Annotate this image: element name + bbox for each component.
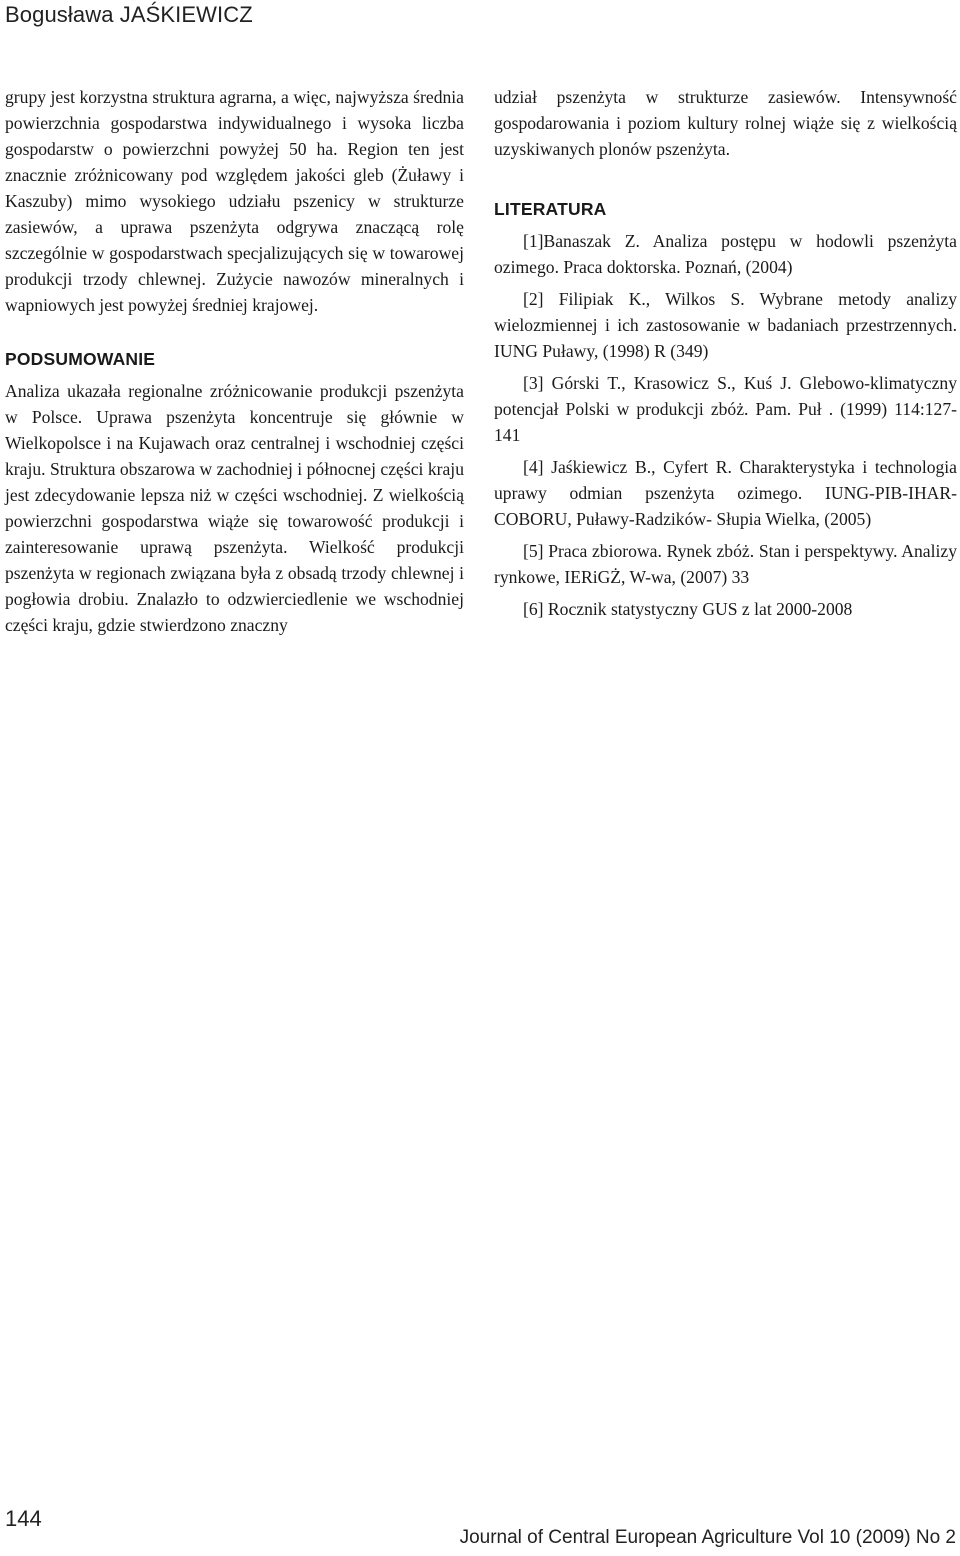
reference-item: [3] Górski T., Krasowicz S., Kuś J. Glebowo-klimatyczny potencjał Polski w produkcji zbóż. Pam. Puł . (1999) 114:127-141 [494,373,957,445]
page-number: 144 [5,1506,42,1531]
summary-paragraph: Analiza ukazała regionalne zróżnicowanie produkcji pszenżyta w Polsce. Uprawa pszenżyta koncentruje się głównie w Wielkopolsce i na Kujawach oraz centralnej i wschodniej części kraju. Struktura obszarowa w zachodniej i północnej części kraju jest zdecydowanie lepsza niż w części wschodniej. Z wielkością powierzchni gospodarstwa wiąże się towarowość produkcji i zainteresowanie uprawą pszenżyta. Wielkość produkcji pszenżyta w regionach związana była z obsadą trzody chlewnej i pogłowia drobiu. Znalazło to odzwierciedlenie we wschodniej części kraju, gdzie stwierdzono znaczny [5,381,464,635]
summary-heading: PODSUMOWANIE [5,349,156,369]
running-header-author: Bogusława JAŚKIEWICZ [5,2,253,27]
left-column [5,84,464,638]
journal-footer: Journal of Central European Agriculture Vol 10 (2009) No 2 [459,1527,956,1548]
reference-item: [4] Jaśkiewicz B., Cyfert R. Charakterystyka i technologia uprawy odmian pszenżyta ozimego. IUNG-PIB-IHAR-COBORU, Puławy-Radzików- Słupia Wielka, (2005) [494,457,957,529]
right-column [494,84,957,628]
intro-paragraph: grupy jest korzystna struktura agrarna, a więc, najwyższa średnia powierzchnia gospodarstwa indywidualnego i wysoka liczba gospodarstw o powierzchni powyżej 50 ha. Region ten jest znacznie zróżnicowany pod względem jakości gleb (Żuławy i Kaszuby) mimo wysokiego udziału pszenicy w strukturze zasiewów, a uprawa pszenżyta odgrywa znaczącą rolę szczególnie w gospodarstwach specjalizujących się w towarowej produkcji trzody chlewnej. Zużycie nawozów mineralnych i wapniowych jest powyżej średniej krajowej. [5,87,464,315]
reference-item: [2] Filipiak K., Wilkos S. Wybrane metody analizy wielozmiennej i ich zastosowanie w badaniach przestrzennych. IUNG Puławy, (1998) R (349) [494,289,957,361]
literature-heading: LITERATURA [494,199,607,219]
continuation-paragraph: udział pszenżyta w strukturze zasiewów. Intensywność gospodarowania i poziom kultury rolnej wiąże się z wielkością uzyskiwanych plonów pszenżyta. [494,87,957,159]
reference-item: [6] Rocznik statystyczny GUS z lat 2000-2008 [523,599,853,619]
reference-item: [1]Banaszak Z. Analiza postępu w hodowli pszenżyta ozimego. Praca doktorska. Poznań, (2004) [494,231,957,277]
reference-item: [5] Praca zbiorowa. Rynek zbóż. Stan i perspektywy. Analizy rynkowe, IERiGŻ, W-wa, (2007) 33 [494,541,957,587]
